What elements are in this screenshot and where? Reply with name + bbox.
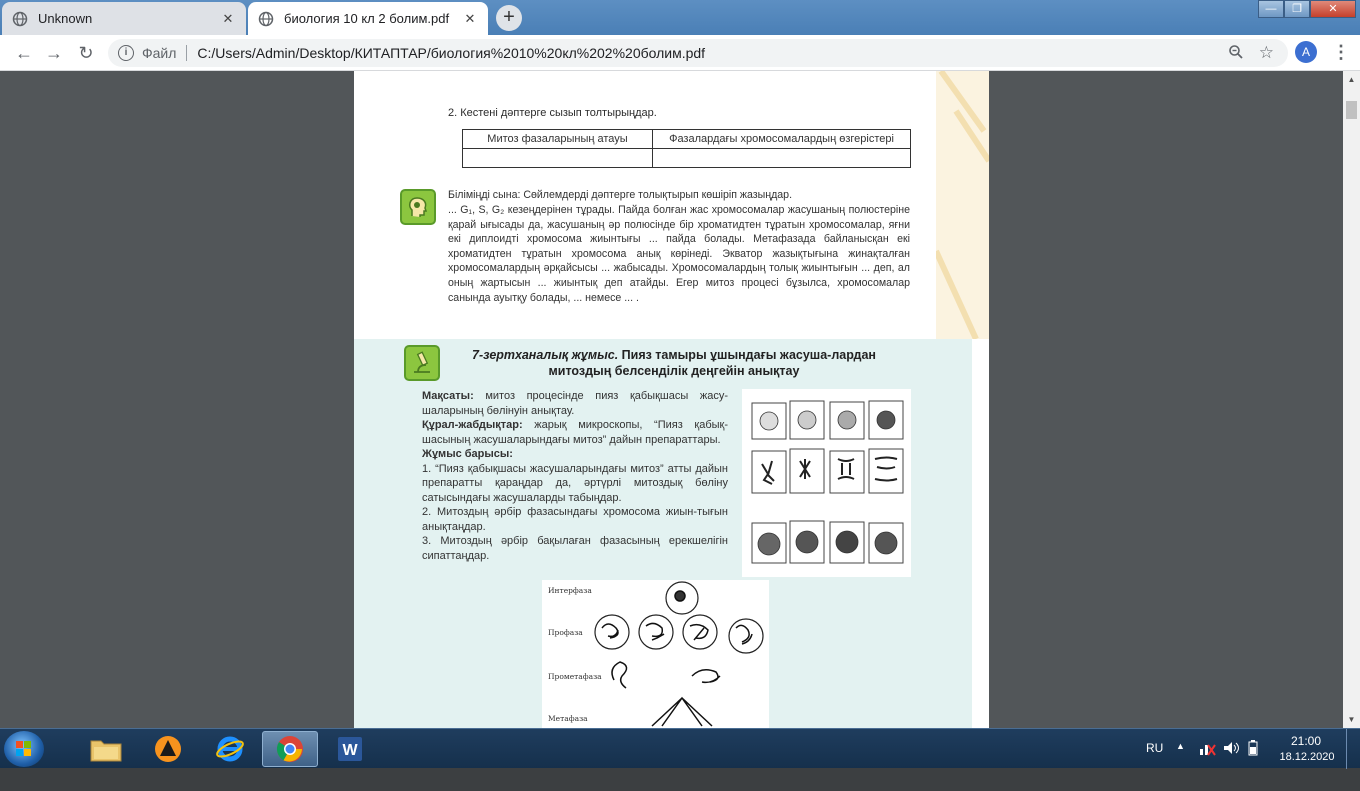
procedure-paragraph — [422, 447, 728, 462]
forward-arrow-icon[interactable]: → — [45, 43, 63, 63]
task-2-text: 2. Кестені дәптерге сызып толтырыңдар. — [448, 107, 657, 119]
step-item: 2. Митоздың әрбір фазасындағы хромосома жиын-тығын анықтаңдар. — [422, 506, 728, 533]
window-controls — [1258, 0, 1356, 20]
equipment-label: Құрал-жабдықтар: — [422, 419, 523, 431]
tab-close-icon[interactable]: ✕ — [222, 10, 234, 26]
table-cell — [463, 149, 653, 168]
onion-cells-figure — [742, 389, 911, 577]
decorative-strip — [936, 71, 989, 339]
network-icon[interactable] — [1198, 739, 1216, 779]
language-indicator[interactable]: RU — [1146, 741, 1164, 755]
lab-title-text: Пияз тамыры ұшындағы жасуша-лардан митоздың белсенділік деңгейін анықтау — [548, 348, 876, 378]
goal-paragraph — [422, 389, 728, 418]
figure-label: Прометафаза — [548, 672, 602, 681]
browser-toolbar — [0, 35, 1360, 71]
knowledge-check-text: ... G₁, S, G₂ кезеңдерінен тұрады. Пайда болған жас хромосомалар жасушаның полюстеріне қарай ығысады да, жасушаның әр полюсінде бір хроматидтен тұратын хромосомалар, яғни екі диплоидті хромосома жиынтығы ... пайда болады. Метафазада байланысқан екі хроматидтен тұратын хромосома анық көрінеді. Экватор жазықтығына жинақталған хромосомалардың әрқайсысы ... жабысады. Хромосомалардың толық жиынтығын ... деп, ал оның жартысын ... жиынтық деп атайды. Егер митоз процесі бұзылса, хромосомалар санында ауытқу болады, ... немесе ... . — [448, 204, 910, 304]
battery-icon[interactable] — [1246, 739, 1260, 779]
scroll-thumb[interactable] — [1346, 101, 1357, 119]
table-cell — [653, 149, 911, 168]
tab-close-icon[interactable]: ✕ — [464, 10, 476, 26]
info-icon[interactable]: i — [118, 45, 134, 61]
close-window-button[interactable]: ✕ — [1310, 0, 1356, 18]
word-icon[interactable] — [322, 731, 378, 767]
lab-title — [464, 347, 884, 379]
clock-time[interactable]: 21:00 — [1290, 734, 1322, 748]
scheme-label: Файл — [142, 45, 177, 61]
head-icon — [400, 189, 436, 225]
url-text[interactable]: C:/Users/Admin/Desktop/КИТАПТАР/биология%2010%20кл%202%20болим.pdf — [197, 45, 706, 61]
minimize-button[interactable]: — — [1258, 0, 1284, 18]
figure-label: Интерфаза — [548, 586, 592, 595]
tab-unknown[interactable] — [2, 2, 246, 35]
tab-title: биология 10 кл 2 болим.pdf — [284, 11, 450, 26]
vertical-scrollbar[interactable] — [1343, 71, 1360, 728]
windows-taskbar — [0, 728, 1360, 768]
tab-pdf[interactable] — [248, 2, 488, 35]
tab-title: Unknown — [38, 11, 93, 26]
mitosis-phases-figure — [542, 580, 769, 728]
tab-strip — [0, 0, 1360, 35]
procedure-label: Жұмыс барысы: — [422, 448, 513, 460]
scroll-up-icon[interactable]: ▲ — [1347, 75, 1356, 84]
figure-label: Метафаза — [548, 714, 588, 723]
table-row — [463, 149, 911, 168]
lab-title-number: 7-зертханалық жұмыс. — [472, 348, 619, 362]
new-tab-button[interactable]: + — [496, 5, 522, 31]
avatar[interactable]: A — [1295, 41, 1317, 63]
clock-date[interactable]: 18.12.2020 — [1279, 751, 1335, 763]
zoom-icon[interactable] — [1228, 44, 1244, 64]
volume-icon[interactable] — [1222, 739, 1240, 779]
microscope-icon — [404, 345, 440, 381]
table-header-cell: Фазалардағы хромосомалардың өзгерістері — [653, 130, 911, 149]
table-header-cell: Митоз фазаларының атауы — [463, 130, 653, 149]
lab-description — [422, 389, 728, 563]
figure-label: Профаза — [548, 628, 583, 637]
divider — [186, 45, 187, 61]
globe-icon — [258, 11, 274, 27]
table-header-row — [463, 130, 911, 149]
address-bar[interactable] — [108, 39, 1288, 67]
pdf-viewer[interactable] — [0, 71, 1343, 728]
goal-text: митоз процесінде пияз қабықшасы жасу-шаларының бөлінуін анықтау. — [422, 390, 728, 417]
equipment-text: жарық микроскопы, “Пияз қабық-шасының жасушаларындағы митоз” дайын препараттары. — [422, 419, 728, 446]
svg-text:W: W — [342, 742, 358, 759]
step-item: 3. Митоздың әрбір бақылаған фазасының ерекшелігін сипаттаңдар. — [422, 535, 728, 562]
scroll-down-icon[interactable]: ▼ — [1347, 715, 1356, 724]
globe-icon — [12, 11, 28, 27]
tray-expand-icon[interactable]: ▲ — [1176, 741, 1185, 751]
explorer-icon[interactable] — [78, 731, 134, 767]
internet-explorer-icon[interactable] — [202, 731, 258, 767]
step-item: 1. “Пияз қабықшасы жасушаларындағы митоз” атты дайын препаратты қараңдар да, әртүрлі митоздық бөліну сатысындағы жасушаларды табыңдар. — [422, 462, 728, 504]
chrome-icon[interactable] — [262, 731, 318, 767]
reload-icon[interactable]: ↻ — [78, 43, 94, 63]
pdf-page — [354, 71, 989, 728]
equipment-paragraph — [422, 418, 728, 447]
back-arrow-icon[interactable]: ← — [15, 43, 33, 63]
avast-icon[interactable] — [140, 731, 196, 767]
start-button[interactable] — [4, 731, 44, 767]
bookmark-star-icon[interactable]: ☆ — [1258, 43, 1274, 62]
show-desktop-button[interactable] — [1346, 729, 1360, 769]
task-table — [462, 129, 911, 168]
maximize-button[interactable]: ❐ — [1284, 0, 1310, 18]
goal-label: Мақсаты: — [422, 390, 474, 402]
knowledge-check-title: Біліміңді сына: Сөйлемдерді дәптерге толықтырып көшіріп жазыңдар. — [448, 189, 793, 201]
menu-dots-icon[interactable]: ⋮ — [1332, 42, 1350, 62]
